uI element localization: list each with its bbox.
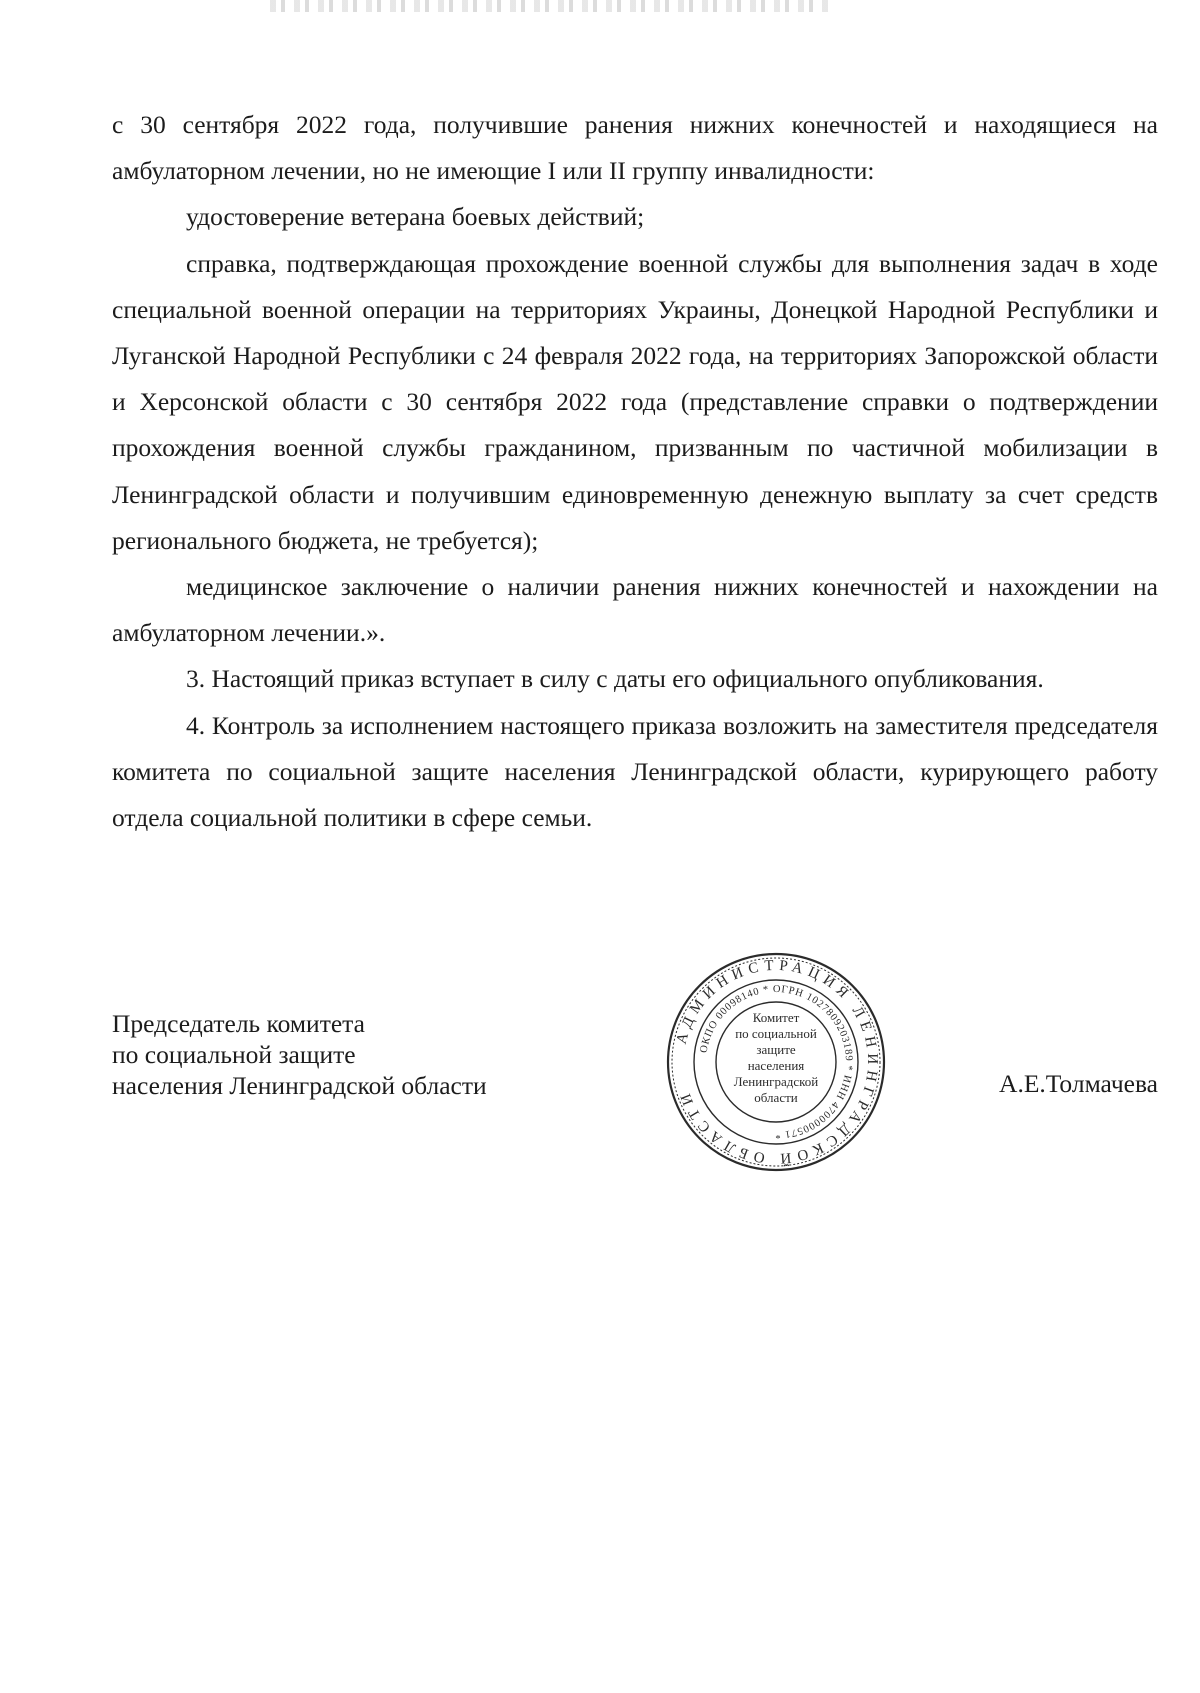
seal-center-text bbox=[720, 1010, 832, 1106]
official-seal bbox=[662, 948, 890, 1176]
signer-title-line: по социальной защите bbox=[112, 1040, 356, 1069]
seal-center-line: защите bbox=[756, 1042, 796, 1057]
paragraph-eligibility: с 30 сентября 2022 года, получившие ранения нижних конечностей и находящиеся на амбулаторном лечении, но не имеющие I или II группу инвалидности: bbox=[112, 110, 1158, 186]
paragraph-service-certificate: справка, подтверждающая прохождение военной службы для выполнения задач в ходе специальной военной операции на территориях Украины, Донецкой Народной Республики и Луганской Народной Республики с 24 февраля 2022 года, на территориях Запорожской области и Херсонской области с 30 сентября 2022 года (представление справки о подтверждении прохождения военной службы гражданином, призванным по частичной мобилизации в Ленинградской области и получившим единовременную денежную выплату за счет средств регионального бюджета, не требуется); bbox=[112, 248, 1158, 555]
svg-text:АДМИНИСТРАЦИЯ ЛЕНИНГРАДСКОЙ ОБ: АДМИНИСТРАЦИЯ ЛЕНИНГРАДСКОЙ ОБЛАСТИ bbox=[673, 957, 881, 1167]
signer-title bbox=[112, 1008, 487, 1101]
seal-center-line: по социальной bbox=[735, 1026, 817, 1041]
svg-text:ОКПО 00098140 * ОГРН 102780920: ОКПО 00098140 * ОГРН 1027809203189 * ИНН 4700000571 * bbox=[698, 983, 855, 1141]
paragraph-control: 4. Контроль за исполнением настоящего приказа возложить на заместителя председателя комитета по социальной защите населения Ленинградской области, курирующего работу отдела социальной политики в сфере семьи. bbox=[112, 710, 1158, 833]
paragraph-veteran-certificate: удостоверение ветерана боевых действий; bbox=[186, 202, 645, 232]
signer-name: А.Е.Толмачева bbox=[999, 1069, 1158, 1098]
document-body bbox=[112, 102, 1158, 841]
paragraph-medical-conclusion: медицинское заключение о наличии ранения нижних конечностей и нахождении на амбулаторном лечении.». bbox=[112, 572, 1158, 648]
paragraph-effective-date: 3. Настоящий приказ вступает в силу с даты его официального опубликования. bbox=[186, 664, 1044, 694]
signature-block bbox=[112, 957, 1158, 1228]
signer-title-line: Председатель комитета bbox=[112, 1009, 365, 1038]
seal-center-line: населения bbox=[747, 1058, 805, 1073]
signer-title-line: населения Ленинградской области bbox=[112, 1071, 487, 1100]
seal-center-line: Ленинградской bbox=[733, 1074, 819, 1089]
seal-center-line: области bbox=[754, 1090, 798, 1105]
seal-center-line: Комитет bbox=[752, 1010, 800, 1025]
scan-artifact-top bbox=[270, 0, 830, 12]
